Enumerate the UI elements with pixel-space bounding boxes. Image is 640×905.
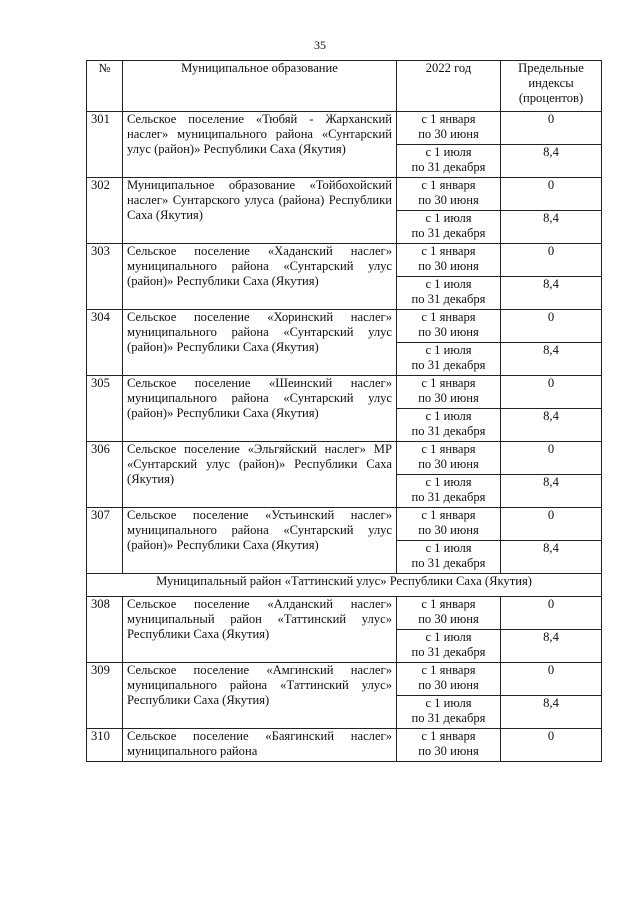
period-cell xyxy=(397,178,501,211)
index-value: 0 xyxy=(501,112,602,145)
row-number: 306 xyxy=(87,442,123,508)
section-title: Муниципальный район «Таттинский улус» Республики Саха (Якутия) xyxy=(87,574,602,597)
period-line: по 31 декабря xyxy=(411,645,486,659)
period-line: с 1 июля xyxy=(425,343,472,357)
municipality-name: Сельское поселение «Амгинский наслег» муниципального района «Таттинский улус» Республики Саха (Якутия) xyxy=(123,663,397,729)
period-cell xyxy=(397,310,501,343)
municipality-name: Сельское поселение «Баягинский наслег» муниципального района xyxy=(123,729,397,762)
period-line: по 30 июня xyxy=(418,259,479,273)
period-line: с 1 января xyxy=(421,244,476,258)
index-value: 0 xyxy=(501,310,602,343)
period-line: с 1 июля xyxy=(425,541,472,555)
table-row xyxy=(87,178,602,211)
municipality-name: Сельское поселение «Хаданский наслег» муниципального района «Сунтарский улус (район)» Республики Саха (Якутия) xyxy=(123,244,397,310)
row-number: 309 xyxy=(87,663,123,729)
period-line: по 31 декабря xyxy=(411,358,486,372)
period-line: с 1 января xyxy=(421,663,476,677)
index-value: 0 xyxy=(501,508,602,541)
period-cell xyxy=(397,729,501,762)
period-line: по 30 июня xyxy=(418,523,479,537)
period-line: по 30 июня xyxy=(418,612,479,626)
period-cell xyxy=(397,145,501,178)
municipality-name: Муниципальное образование «Тойбохойский наслег» Сунтарского улуса (района) Республики Саха (Якутия) xyxy=(123,178,397,244)
table-row xyxy=(87,442,602,475)
index-value: 8,4 xyxy=(501,211,602,244)
period-cell xyxy=(397,475,501,508)
page-number: 35 xyxy=(314,38,326,52)
period-line: по 30 июня xyxy=(418,744,479,758)
period-line: по 31 декабря xyxy=(411,556,486,570)
period-line: по 30 июня xyxy=(418,457,479,471)
period-cell xyxy=(397,343,501,376)
period-line: с 1 июля xyxy=(425,145,472,159)
municipality-name: Сельское поселение «Тюбяй - Жарханский наслег» муниципального района «Сунтарский улус (район)» Республики Саха (Якутия) xyxy=(123,112,397,178)
period-cell xyxy=(397,597,501,630)
period-cell xyxy=(397,630,501,663)
row-number: 308 xyxy=(87,597,123,663)
header-name: Муниципальное образование xyxy=(123,61,397,112)
period-cell xyxy=(397,112,501,145)
index-value: 8,4 xyxy=(501,630,602,663)
period-cell xyxy=(397,277,501,310)
period-line: по 30 июня xyxy=(418,678,479,692)
index-value: 0 xyxy=(501,442,602,475)
header-year: 2022 год xyxy=(397,61,501,112)
period-line: по 31 декабря xyxy=(411,292,486,306)
index-value: 0 xyxy=(501,376,602,409)
row-number: 302 xyxy=(87,178,123,244)
table-row xyxy=(87,508,602,541)
period-line: с 1 января xyxy=(421,597,476,611)
period-cell xyxy=(397,244,501,277)
table-row xyxy=(87,244,602,277)
municipality-name: Сельское поселение «Эльгяйский наслег» МР «Сунтарский улус (район)» Республики Саха (Якутия) xyxy=(123,442,397,508)
period-line: с 1 января xyxy=(421,729,476,743)
period-cell xyxy=(397,376,501,409)
row-number: 303 xyxy=(87,244,123,310)
period-line: с 1 января xyxy=(421,112,476,126)
period-line: с 1 января xyxy=(421,508,476,522)
header-num: № xyxy=(87,61,123,112)
period-cell xyxy=(397,663,501,696)
row-number: 310 xyxy=(87,729,123,762)
period-line: по 30 июня xyxy=(418,391,479,405)
table-header-row xyxy=(87,61,602,112)
indices-table xyxy=(86,60,602,762)
index-value: 8,4 xyxy=(501,475,602,508)
period-line: с 1 июля xyxy=(425,277,472,291)
period-line: по 31 декабря xyxy=(411,711,486,725)
index-value: 8,4 xyxy=(501,409,602,442)
period-cell xyxy=(397,211,501,244)
period-line: по 30 июня xyxy=(418,325,479,339)
period-line: с 1 января xyxy=(421,376,476,390)
table-row xyxy=(87,112,602,145)
row-number: 301 xyxy=(87,112,123,178)
period-line: с 1 июля xyxy=(425,475,472,489)
period-line: с 1 июля xyxy=(425,409,472,423)
table-row xyxy=(87,310,602,343)
municipality-name: Сельское поселение «Алданский наслег» муниципальный район «Таттинский улус» Республики Саха (Якутия) xyxy=(123,597,397,663)
period-cell xyxy=(397,696,501,729)
period-line: по 30 июня xyxy=(418,127,479,141)
period-line: с 1 января xyxy=(421,310,476,324)
period-line: по 31 декабря xyxy=(411,490,486,504)
period-line: с 1 июля xyxy=(425,696,472,710)
table-row xyxy=(87,376,602,409)
index-value: 8,4 xyxy=(501,145,602,178)
table-row xyxy=(87,663,602,696)
index-value: 0 xyxy=(501,178,602,211)
period-line: с 1 января xyxy=(421,442,476,456)
index-value: 8,4 xyxy=(501,277,602,310)
period-cell xyxy=(397,442,501,475)
row-number: 304 xyxy=(87,310,123,376)
period-line: с 1 января xyxy=(421,178,476,192)
period-cell xyxy=(397,541,501,574)
header-index: Предельные индексы (процентов) xyxy=(501,61,602,112)
municipality-name: Сельское поселение «Устьинский наслег» муниципального района «Сунтарский улус (район)» Республики Саха (Якутия) xyxy=(123,508,397,574)
index-value: 8,4 xyxy=(501,343,602,376)
row-number: 307 xyxy=(87,508,123,574)
section-row xyxy=(87,574,602,597)
municipality-name: Сельское поселение «Шеинский наслег» муниципального района «Сунтарский улус (район)» Республики Саха (Якутия) xyxy=(123,376,397,442)
row-number: 305 xyxy=(87,376,123,442)
period-cell xyxy=(397,508,501,541)
index-value: 0 xyxy=(501,663,602,696)
table-row xyxy=(87,729,602,762)
period-line: с 1 июля xyxy=(425,630,472,644)
period-line: по 31 декабря xyxy=(411,424,486,438)
index-value: 0 xyxy=(501,244,602,277)
index-value: 8,4 xyxy=(501,541,602,574)
index-value: 0 xyxy=(501,729,602,762)
table-row xyxy=(87,597,602,630)
index-value: 0 xyxy=(501,597,602,630)
period-line: с 1 июля xyxy=(425,211,472,225)
index-value: 8,4 xyxy=(501,696,602,729)
period-cell xyxy=(397,409,501,442)
period-line: по 31 декабря xyxy=(411,226,486,240)
period-line: по 30 июня xyxy=(418,193,479,207)
municipality-name: Сельское поселение «Хоринский наслег» муниципального района «Сунтарский улус (район)» Республики Саха (Якутия) xyxy=(123,310,397,376)
period-line: по 31 декабря xyxy=(411,160,486,174)
